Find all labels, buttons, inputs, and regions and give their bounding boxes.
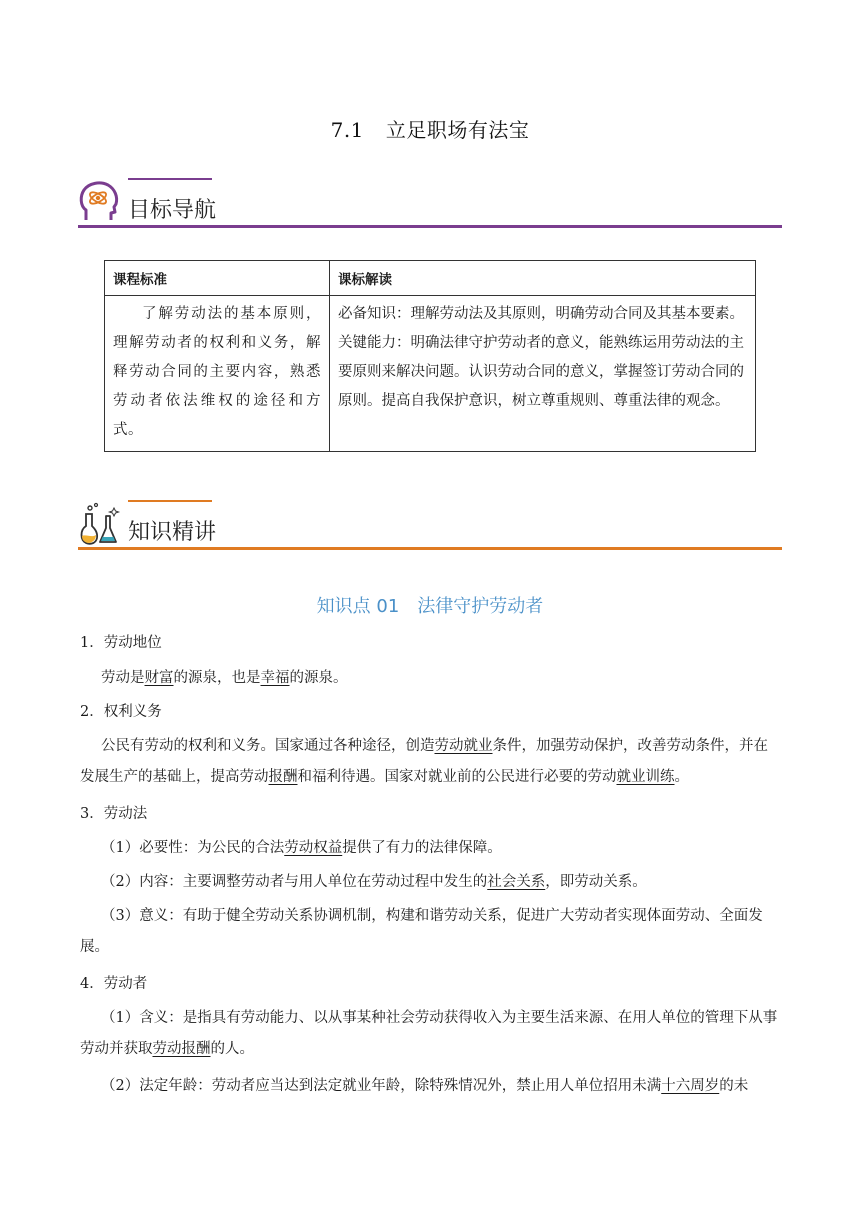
text-span: （1）必要性：为公民的合法 [101, 840, 285, 856]
underlined-term: 劳动报酬 [152, 1041, 211, 1057]
interpretation-ability: 关键能力：明确法律守护劳动者的意义，能熟练运用劳动法的主要原则来解决问题。认识劳动合同的意义，掌握签订劳动合同的原则。提高自我保护意识，树立尊重规则、尊重法律的观念。 [338, 335, 744, 409]
item-heading-3: 3．劳动法 [80, 806, 148, 822]
paragraph-legal-age [80, 1071, 748, 1102]
section-label: 知识精讲 [128, 520, 217, 545]
knowledge-point-title [0, 592, 860, 618]
interpretation-cell [330, 296, 756, 452]
lab-flask-icon [78, 502, 122, 546]
header-course-standard: 课程标准 [105, 261, 330, 296]
text-span: 的人。 [210, 1041, 254, 1057]
item-heading-2: 2．权利义务 [80, 704, 162, 720]
title-text: 立足职场有法宝 [385, 118, 530, 142]
text-span: 公民有劳动的权利和义务。国家通过各种途径，创造 [101, 738, 435, 754]
text-span: 劳动是 [101, 670, 145, 686]
text-span: 的源泉，也是 [173, 670, 261, 686]
text-span: 。 [674, 769, 689, 785]
document-title [0, 114, 860, 143]
underlined-term: 十六周岁 [661, 1078, 720, 1094]
course-standard-table [104, 260, 756, 452]
text-span: （2）法定年龄：劳动者应当达到法定就业年龄，除特殊情况外，禁止用人单位招用未满 [101, 1078, 662, 1094]
paragraph-necessity [80, 833, 502, 864]
text-span: 的源泉。 [289, 670, 348, 686]
head-atom-icon [78, 180, 120, 224]
knowledge-point-number: 知识点 01 [316, 596, 400, 617]
section-header-knowledge [78, 500, 782, 550]
paragraph-content [80, 867, 647, 898]
section-bottom-rule [78, 547, 782, 550]
item-heading-4: 4．劳动者 [80, 976, 148, 992]
title-number: 7.1 [330, 118, 364, 142]
section-bottom-rule [78, 225, 782, 228]
item-heading-1: 1．劳动地位 [80, 635, 162, 651]
text-span: 和福利待遇。国家对就业前的公民进行必要的劳动 [297, 769, 617, 785]
knowledge-point-name: 法律守护劳动者 [417, 596, 544, 617]
text-span: ，即劳动关系。 [545, 874, 647, 890]
section-top-rule [128, 500, 212, 502]
underlined-term: 劳动就业 [434, 738, 493, 754]
text-span: 条件，加强劳动保护，改善劳动条件，并在发展生产的基础上，提高劳动 [80, 738, 768, 785]
interpretation-knowledge: 必备知识：理解劳动法及其原则，明确劳动合同及其基本要素。 [338, 306, 744, 322]
text-span: （1）含义：是指具有劳动能力、以从事某种社会劳动获得收入为主要生活来源、在用人单位的管理下从事劳动并获取 [80, 1010, 778, 1057]
section-header-goals [78, 178, 782, 228]
section-top-rule [128, 178, 212, 180]
table-row [105, 296, 756, 452]
paragraph-significance: （3）意义：有助于健全劳动关系协调机制，构建和谐劳动关系，促进广大劳动者实现体面劳动、全面发展。 [80, 908, 763, 955]
underlined-term: 劳动权益 [284, 840, 343, 856]
paragraph-definition [80, 1003, 782, 1065]
text-span: 的未 [719, 1078, 749, 1094]
standard-cell: 了解劳动法的基本原则，理解劳动者的权利和义务，解释劳动合同的主要内容，熟悉劳动者依法维权的途径和方式。 [105, 296, 330, 452]
underlined-term: 幸福 [260, 670, 290, 686]
header-interpretation: 课标解读 [330, 261, 756, 296]
underlined-term: 社会关系 [487, 874, 546, 890]
section-label: 目标导航 [128, 198, 217, 223]
underlined-term: 报酬 [268, 769, 298, 785]
table-header-row [105, 261, 756, 296]
paragraph-rights-duties [80, 731, 782, 793]
underlined-term: 财富 [144, 670, 174, 686]
text-span: 提供了有力的法律保障。 [342, 840, 502, 856]
underlined-term: 就业训练 [616, 769, 675, 785]
paragraph-labor-status [80, 663, 348, 694]
text-span: （2）内容：主要调整劳动者与用人单位在劳动过程中发生的 [101, 874, 488, 890]
